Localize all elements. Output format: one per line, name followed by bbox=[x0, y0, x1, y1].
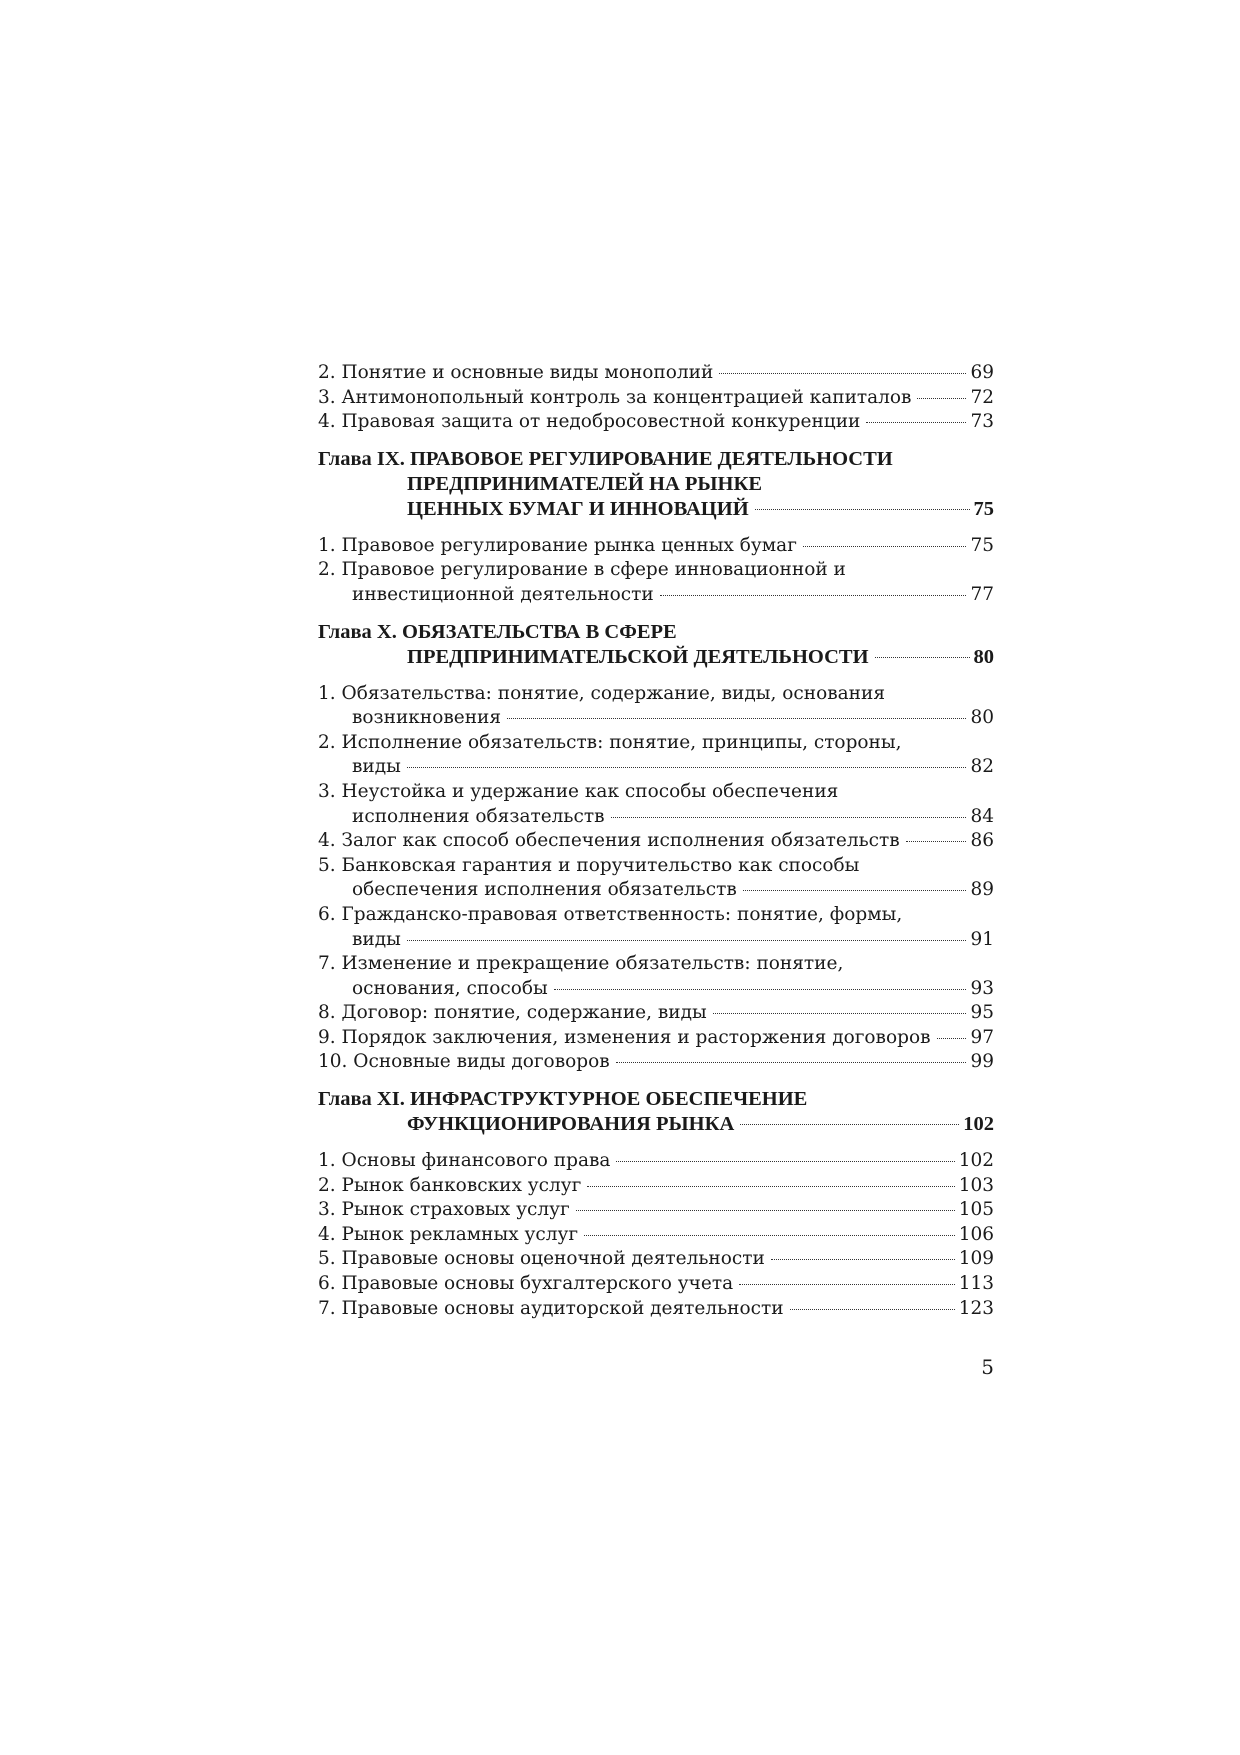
dot-leader bbox=[743, 890, 967, 891]
toc-entry: 3. Антимонопольный контроль за концентрацией капиталов 72 bbox=[318, 386, 994, 408]
dot-leader bbox=[937, 1038, 967, 1039]
toc-entry-continuation: возникновения 80 bbox=[352, 707, 994, 729]
dot-leader bbox=[875, 657, 970, 658]
toc-entry: 8. Договор: понятие, содержание, виды 95 bbox=[318, 1002, 994, 1024]
dot-leader bbox=[587, 1186, 954, 1187]
toc-entry-continuation: инвестиционной деятельности 77 bbox=[352, 583, 994, 605]
toc-entry: 5. Банковская гарантия и поручительство как способы bbox=[318, 854, 860, 876]
toc-entry: 2. Исполнение обязательств: понятие, принципы, стороны, bbox=[318, 731, 902, 753]
dot-leader bbox=[803, 546, 967, 547]
toc-entry: 2. Понятие и основные виды монополий 69 bbox=[318, 362, 994, 383]
toc-entry: 7. Правовые основы аудиторской деятельности 123 bbox=[318, 1297, 994, 1319]
dot-leader bbox=[866, 422, 966, 423]
toc-entry: 2. Правовое регулирование в сфере инновационной и bbox=[318, 559, 846, 581]
dot-leader bbox=[576, 1210, 955, 1211]
toc-entry-continuation: основания, способы 93 bbox=[352, 977, 994, 999]
dot-leader bbox=[906, 841, 967, 842]
dot-leader bbox=[616, 1161, 954, 1162]
toc-entry: 3. Рынок страховых услуг 105 bbox=[318, 1199, 994, 1221]
toc-entry: 1. Правовое регулирование рынка ценных бумаг 75 bbox=[318, 534, 994, 556]
toc-entry: 9. Порядок заключения, изменения и расторжения договоров 97 bbox=[318, 1026, 994, 1048]
table-of-contents bbox=[318, 361, 994, 1321]
toc-entry: 4. Залог как способ обеспечения исполнения обязательств 86 bbox=[318, 830, 994, 852]
toc-entry-continuation: обеспечения исполнения обязательств 89 bbox=[352, 879, 994, 901]
toc-entry: 7. Изменение и прекращение обязательств: понятие, bbox=[318, 953, 844, 975]
toc-entry: 5. Правовые основы оценочной деятельности 109 bbox=[318, 1248, 994, 1270]
toc-entry: 1. Основы финансового права 102 bbox=[318, 1150, 994, 1172]
dot-leader bbox=[407, 940, 967, 941]
toc-entry: 10. Основные виды договоров 99 bbox=[318, 1051, 994, 1073]
dot-leader bbox=[917, 398, 966, 399]
toc-entry: 4. Правовая защита от недобросовестной конкуренции 73 bbox=[318, 411, 994, 433]
chapter-heading: Глава X. ОБЯЗАТЕЛЬСТВА В СФЕРЕ ПРЕДПРИНИМАТЕЛЬСКОЙ ДЕЯТЕЛЬНОСТИ 80 bbox=[318, 620, 994, 668]
dot-leader bbox=[554, 989, 967, 990]
toc-entry: 3. Неустойка и удержание как способы обеспечения bbox=[318, 780, 839, 802]
dot-leader bbox=[740, 1124, 959, 1125]
dot-leader bbox=[616, 1062, 967, 1063]
dot-leader bbox=[407, 767, 967, 768]
dot-leader bbox=[507, 718, 966, 719]
toc-entry: 2. Рынок банковских услуг 103 bbox=[318, 1174, 994, 1196]
toc-entry-continuation: исполнения обязательств 84 bbox=[352, 805, 994, 827]
toc-entry-continuation: виды 82 bbox=[352, 756, 994, 778]
dot-leader bbox=[790, 1309, 955, 1310]
chapter-heading: Глава XI. ИНФРАСТРУКТУРНОЕ ОБЕСПЕЧЕНИЕ ФУНКЦИОНИРОВАНИЯ РЫНКА 102 bbox=[318, 1088, 994, 1136]
chapter-heading: Глава IX. ПРАВОВОЕ РЕГУЛИРОВАНИЕ ДЕЯТЕЛЬНОСТИ ПРЕДПРИНИМАТЕЛЕЙ НА РЫНКЕ ЦЕННЫХ БУМАГ И ИННОВАЦИЙ 75 bbox=[318, 447, 994, 520]
dot-leader bbox=[584, 1235, 955, 1236]
toc-entry: 4. Рынок рекламных услуг 106 bbox=[318, 1223, 994, 1245]
toc-entry: 6. Гражданско-правовая ответственность: понятие, формы, bbox=[318, 903, 903, 925]
dot-leader bbox=[611, 817, 967, 818]
toc-entry: 1. Обязательства: понятие, содержание, виды, основания bbox=[318, 682, 885, 704]
dot-leader bbox=[719, 373, 966, 374]
dot-leader bbox=[739, 1284, 955, 1285]
toc-entry-continuation: виды 91 bbox=[352, 928, 994, 950]
dot-leader bbox=[660, 595, 967, 596]
dot-leader bbox=[755, 509, 970, 510]
dot-leader bbox=[713, 1013, 967, 1014]
dot-leader bbox=[771, 1259, 955, 1260]
page-number: 5 bbox=[981, 1355, 994, 1379]
toc-entry: 6. Правовые основы бухгалтерского учета 113 bbox=[318, 1273, 994, 1295]
